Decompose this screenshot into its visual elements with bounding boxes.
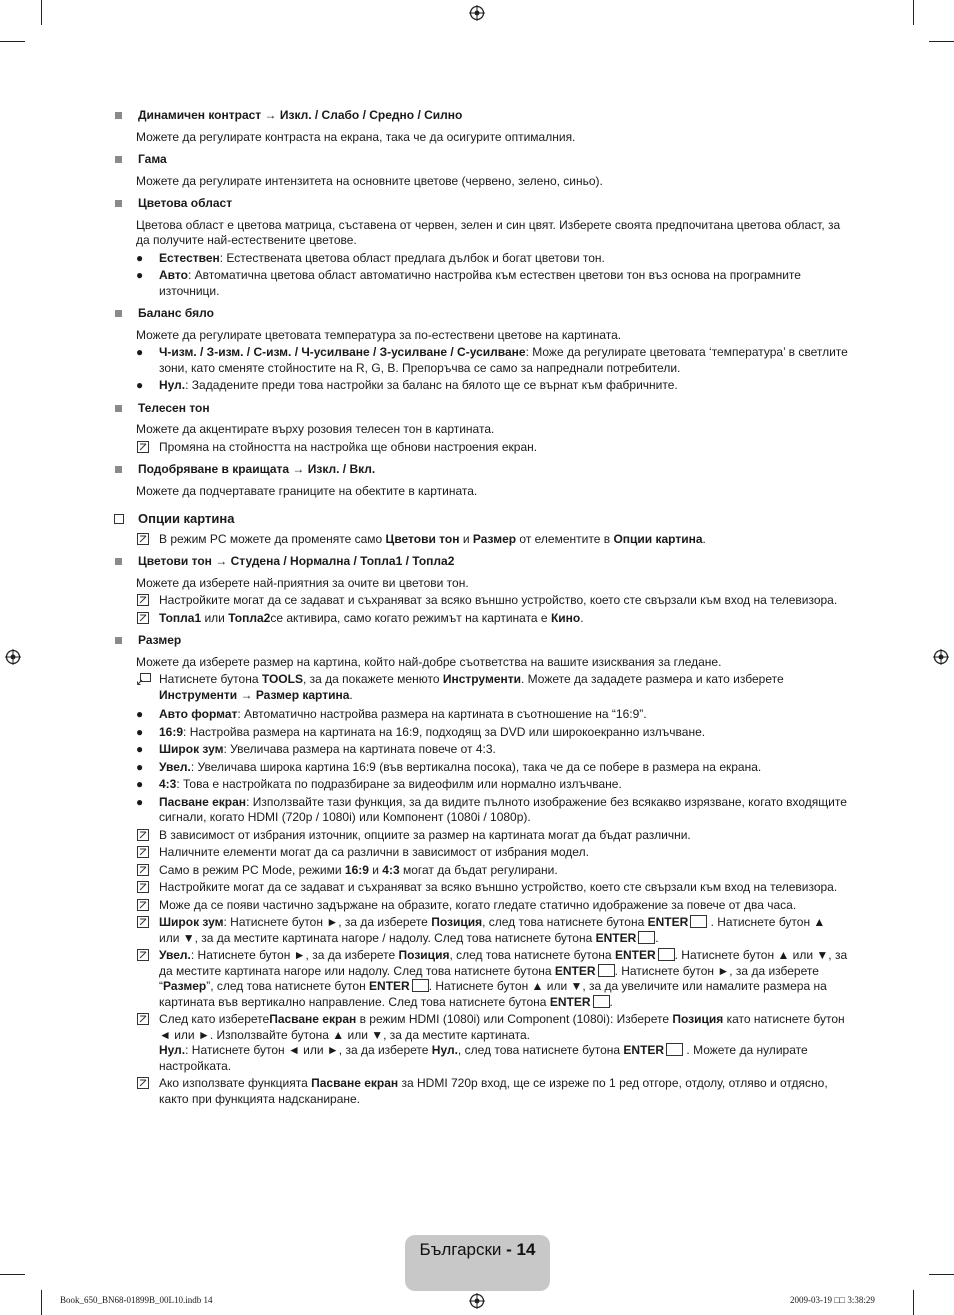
note-icon — [136, 1012, 159, 1025]
square-bullet-icon — [115, 112, 122, 119]
note: Увел.: Натиснете бутон ►, за да изберете Позиция, след това натиснете бутона ENTER . Натиснете бутон ▲ или ▼, за да местите картината нагоре или надолу. След това натиснете бутона ENTER . Натиснете бутон ►, за да изберете “Размер”, след това натиснете бутон ENTER . Натиснете бутон ▲ или ▼, за да увеличите или намалите размера на картината във вертикално направление. След това натиснете бутона ENTER . — [136, 948, 848, 1010]
crop-mark — [929, 41, 954, 42]
note-icon — [136, 898, 159, 911]
registration-mark-icon — [469, 5, 485, 21]
crop-mark — [929, 1274, 954, 1275]
note-icon — [136, 863, 159, 876]
section-title: Баланс бяло — [138, 306, 214, 320]
section-dynamic-contrast — [113, 108, 848, 145]
list-item: ● Пасване екран: Използвайте тази функция, за да видите пълното изображение без всякакво изрязване, когато входящите сигнали, когато HDMI (720p / 1080i) или Компонент (1080i / 1080p). — [136, 794, 847, 824]
picture-options-heading: Опции картина — [113, 511, 848, 527]
page-separator: - — [501, 1240, 517, 1259]
language-label: Български — [419, 1240, 502, 1259]
section-title: Телесен тон — [138, 400, 210, 415]
note: След като изберетеПасване екран в режим HDMI (1080i) или Component (1080i): Изберете Позиция като натиснете бутон ◄ или ►. Използвайте бутона ▲ или ▼, за да местите картината. Нул.: Натиснете бутон ◄ или ►, за да изберете Нул., след това натиснете бутона ENTER . Можете да нулирате настройката. — [136, 1012, 848, 1074]
note: Наличните елементи могат да са различни в зависимост от избрания модел. — [136, 845, 848, 861]
note: Може да се появи частично задържане на образите, когато гледате статично идображение за повече от два часа. — [136, 898, 848, 914]
section-text: Можете да изберете най-приятния за очите ви цветови тон. — [136, 575, 469, 590]
bullet-icon: ● — [136, 268, 144, 282]
section-text: Можете да изберете размер на картина, който най-добре съответства на вашите изисквания за гледане. — [136, 654, 722, 669]
note: Настройките могат да се задават и съхраняват за всяко външно устройство, което сте свързали към вход на телевизора. — [136, 593, 848, 609]
list-item: ● Нул.: Зададените преди това настройки за баланс на бялото ще се върнат към фабричните. — [136, 378, 678, 392]
crop-mark — [41, 1290, 42, 1315]
tools-note: Натиснете бутона TOOLS, за да покажете менюто Инструменти. Можете да зададете размера и като изберете Инструменти → Размер картина. — [136, 672, 848, 703]
section-text: Цветова област е цветова матрица, съставена от червен, зелен и син цвят. Изберете своята предпочитана цветова област, за да получите най-естествените цветове. — [136, 217, 841, 247]
bullet-icon: ● — [136, 378, 144, 392]
crop-mark — [913, 1290, 914, 1315]
enter-icon — [658, 948, 675, 961]
note-icon — [136, 915, 159, 928]
section-title: Гама — [138, 152, 167, 166]
section-gamma — [113, 152, 848, 189]
note: Ако използвате функцията Пасване екран за HDMI 720p вход, ще се изреже по 1 ред отгоре, отдолу, отляво и отдясно, както при функцията надсканиране. — [136, 1076, 848, 1107]
crop-mark — [913, 0, 914, 25]
enter-icon — [412, 979, 429, 992]
note: Широк зум: Натиснете бутон ►, за да изберете Позиция, след това натиснете бутона ENTER . Натиснете бутон ▲ или ▼, за да местите картината нагоре / надолу. След това натиснете бутона ENTER . — [136, 915, 848, 946]
section-title: Подобряване в краищата → Изкл. / Вкл. — [138, 462, 376, 476]
manual-content — [113, 108, 848, 1114]
section-title: Динамичен контраст → Изкл. / Слабо / Средно / Силно — [138, 108, 463, 122]
enter-icon — [598, 964, 615, 977]
section-edge-enhancement — [113, 462, 848, 499]
bullet-icon: ● — [136, 759, 144, 774]
enter-icon — [638, 931, 655, 944]
list-item: ● 16:9: Настройва размера на картината на 16:9, подходящ за DVD или широкоекранно излъчване. — [136, 724, 706, 739]
square-bullet-icon — [115, 156, 122, 163]
bullet-icon: ● — [136, 707, 144, 721]
section-text: Можете да подчертавате границите на обектите в картината. — [136, 483, 478, 498]
note-icon — [136, 845, 159, 858]
bullet-icon: ● — [136, 345, 144, 359]
bullet-icon: ● — [136, 794, 144, 809]
registration-mark-icon — [933, 649, 949, 665]
note-icon — [136, 593, 159, 606]
bullet-icon: ● — [136, 777, 144, 791]
print-slug-left: Book_650_BN68-01899B_00L10.indb 14 — [60, 1295, 213, 1305]
square-bullet-icon — [115, 466, 122, 473]
section-color-tone — [113, 554, 848, 626]
note-icon — [136, 880, 159, 893]
enter-icon — [690, 915, 707, 928]
square-bullet-icon — [115, 637, 122, 644]
note: Настройките могат да се задават и съхраняват за всяко външно устройство, което сте свързали към вход на телевизора. — [136, 880, 848, 896]
section-text: Можете да регулирате цветовата температура за по-естествени цветове на картината. — [136, 327, 622, 342]
section-text: Можете да акцентирате върху розовия телесен тон в картината. — [136, 422, 495, 436]
bullet-icon: ● — [136, 250, 144, 265]
section-text: Можете да регулирате интензитета на основните цветове (червено, зелено, синьо). — [136, 173, 603, 188]
list-item: ● 4:3: Това е настройката по подразбиране за видеофилм или нормално излъчване. — [136, 777, 622, 791]
section-title: Размер — [138, 633, 182, 647]
note-icon — [136, 440, 159, 453]
section-flesh-tone — [113, 401, 848, 456]
tools-icon — [136, 672, 159, 685]
list-item: ● Увел.: Увеличава широка картина 16:9 (във вертикална посока), така че да се побере в размера на екрана. — [136, 759, 762, 774]
note-icon — [136, 948, 159, 961]
list-item: ● Ч-изм. / З-изм. / С-изм. / Ч-усилване / З-усилване / С-усилване: Може да регулирате цветовата ‘температура’ в светлите зони, като сменяте стойностите на R, G, B. Препоръчва се само за напреднали потребители. — [136, 345, 848, 375]
crop-mark — [0, 1274, 25, 1275]
square-bullet-icon — [115, 558, 122, 565]
list-item: ● Авто формат: Автоматично настройва размера на картината в съотношение на “16:9”. — [136, 707, 647, 721]
note: Само в режим PC Mode, режими 16:9 и 4:3 могат да бъдат регулирани. — [136, 863, 848, 879]
section-title: Цветова област — [138, 196, 233, 210]
section-text: Можете да регулирате контраста на екрана, така че да осигурите оптималния. — [136, 129, 576, 144]
section-title: Цветови тон → Студена / Нормална / Топла1 / Топла2 — [138, 554, 455, 568]
page-number-tab — [405, 1235, 550, 1291]
note-icon — [136, 1076, 159, 1089]
checkbox-icon — [114, 514, 124, 524]
enter-icon — [666, 1043, 683, 1056]
note-icon — [136, 532, 159, 545]
enter-icon — [593, 995, 610, 1008]
registration-mark-icon — [469, 1293, 485, 1309]
crop-mark — [0, 41, 25, 42]
note-icon — [136, 828, 159, 841]
bullet-icon: ● — [136, 724, 144, 739]
note: В зависимост от избрания източник, опциите за размер на картината могат да бъдат различни. — [136, 828, 848, 844]
print-slug-right: 2009-03-19 □□ 3:38:29 — [790, 1295, 875, 1305]
list-item: ● Авто: Автоматична цветова област автоматично настройва към естествен цветови тон въз основа на програмните източници. — [136, 268, 801, 298]
square-bullet-icon — [115, 405, 122, 412]
section-size — [113, 633, 848, 1107]
bullet-icon: ● — [136, 742, 144, 756]
note: В режим PC можете да променяте само Цветови тон и Размер от елементите в Опции картина. — [136, 532, 848, 548]
note-icon — [136, 611, 159, 624]
list-item: ● Широк зум: Увеличава размера на картината повече от 4:3. — [136, 742, 496, 756]
registration-mark-icon — [5, 649, 21, 665]
section-white-balance — [113, 306, 848, 394]
list-item: ● Естествен: Естествената цветова област предлага дълбок и богат цветови тон. — [136, 250, 605, 265]
square-bullet-icon — [115, 200, 122, 207]
page-number: 14 — [516, 1240, 536, 1259]
section-color-space — [113, 196, 848, 299]
note: Промяна на стойността на настройка ще обнови настроения екран. — [136, 440, 848, 456]
note: Топла1 или Топла2се активира, само когато режимът на картината е Кино. — [136, 611, 848, 627]
square-bullet-icon — [115, 310, 122, 317]
crop-mark — [41, 0, 42, 25]
